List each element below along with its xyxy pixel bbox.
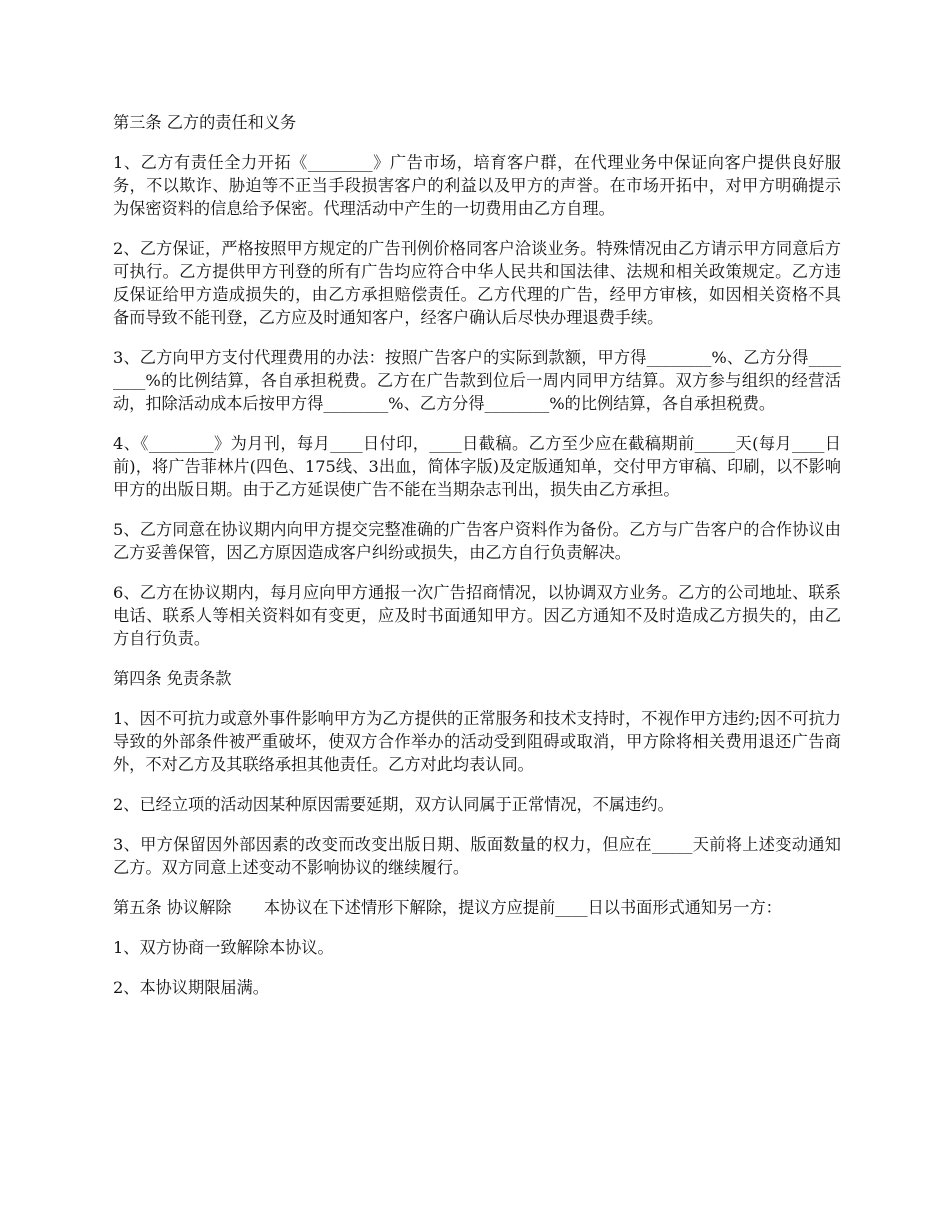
- section-4-clause-2: 2、已经立项的活动因某种原因需要延期，双方认同属于正常情况，不属违约。: [113, 795, 674, 814]
- section-3-clause-4: 4、《________》为月刊，每月____日付印，____日截稿。乙方至少应在截稿期前_____天(每月____日前)，将广告菲林片(四色、175线、3出血，简体字版)及定版通知单，交付甲方审稿、印刷，以不影响甲方的出版日期。由于乙方延误使广告不能在当期杂志刊出，损失由乙方承担。: [113, 434, 841, 499]
- section-3-clause-1: 1、乙方有责任全力开拓《________》广告市场，培育客户群，在代理业务中保证向客户提供良好服务，不以欺诈、胁迫等不正当手段损害客户的利益以及甲方的声誉。在市场开拓中，对甲方明确提示为保密资料的信息给予保密。代理活动中产生的一切费用由乙方自理。: [113, 153, 841, 218]
- section-3-title: 第三条 乙方的责任和义务: [113, 113, 297, 132]
- section-4-clause-1: 1、因不可抗力或意外事件影响甲方为乙方提供的正常服务和技术支持时，不视作甲方违约;因不可抗力导致的外部条件被严重破坏，使双方合作举办的活动受到阻碍或取消，甲方除将相关费用退还广告商外，不对乙方及其联络承担其他责任。乙方对此均表认同。: [113, 709, 841, 774]
- section-3-clause-5: 5、乙方同意在协议期内向甲方提交完整准确的广告客户资料作为备份。乙方与广告客户的合作协议由乙方妥善保管，因乙方原因造成客户纠纷或损失，由乙方自行负责解决。: [113, 520, 841, 562]
- section-4-title: 第四条 免责条款: [113, 669, 232, 688]
- section-5-clause-2: 2、本协议期限届满。: [113, 978, 269, 997]
- section-5-clause-1: 1、双方协商一致解除本协议。: [113, 938, 334, 957]
- section-3-clause-6: 6、乙方在协议期内，每月应向甲方通报一次广告招商情况，以协调双方业务。乙方的公司地址、联系电话、联系人等相关资料如有变更，应及时书面通知甲方。因乙方通知不及时造成乙方损失的，由乙方自行负责。: [113, 583, 841, 648]
- document-page: [113, 111, 841, 1016]
- section-4-clause-3: 3、甲方保留因外部因素的改变而改变出版日期、版面数量的权力，但应在_____天前将上述变动通知乙方。双方同意上述变动不影响协议的继续履行。: [113, 835, 841, 877]
- section-5-intro: 第五条 协议解除 本协议在下述情形下解除，提议方应提前____日以书面形式通知另一方：: [113, 898, 782, 917]
- section-3-clause-2: 2、乙方保证，严格按照甲方规定的广告刊例价格同客户洽谈业务。特殊情况由乙方请示甲方同意后方可执行。乙方提供甲方刊登的所有广告均应符合中华人民共和国法律、法规和相关政策规定。乙方违反保证给甲方造成损失的，由乙方承担赔偿责任。乙方代理的广告，经甲方审核，如因相关资格不具备而导致不能刊登，乙方应及时通知客户，经客户确认后尽快办理退费手续。: [113, 239, 841, 327]
- section-3-clause-3: 3、乙方向甲方支付代理费用的办法：按照广告客户的实际到款额，甲方得________%、乙方分得________%的比例结算，各自承担税费。乙方在广告款到位后一周内同甲方结算。双方参与组织的经营活动，扣除活动成本后按甲方得________%、乙方分得________%的比例结算，各自承担税费。: [113, 348, 841, 413]
